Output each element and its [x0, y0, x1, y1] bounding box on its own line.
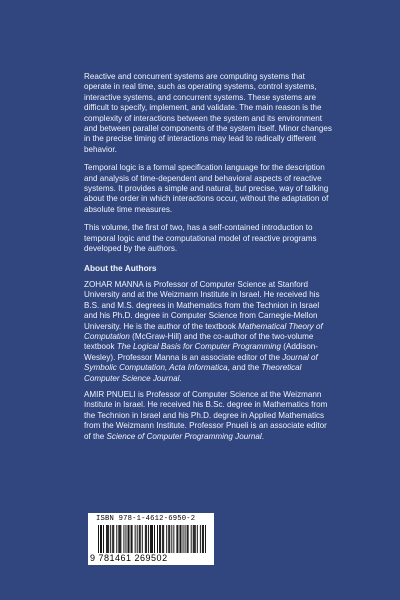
barcode-stripe — [200, 525, 201, 553]
barcode-stripe — [177, 525, 178, 553]
barcode-stripe — [173, 525, 174, 553]
manna-bio-text-3: (Addison-Wesley). Professor Manna is an associate editor of the — [84, 342, 318, 362]
barcode-stripe — [205, 525, 206, 553]
manna-bio-text-1: ZOHAR MANNA is Professor of Computer Science at Stanford University and at the Weizmann Institute in Israel. He received his B.S. and M.S. degrees in Mathematics from the Technion in Israel and his Ph.D. degree in Computer Science from Carnegie-Mellon University. He is the author of the textbook — [84, 279, 320, 331]
barcode-stripe — [126, 525, 127, 553]
blurb-paragraph-1: Reactive and concurrent systems are computing systems that operate in real time, such as operating systems, control systems, interactive systems, and concurrent systems. These systems are difficult to specify, implement, and validate. The main reason is the complexity of interactions between the system and its environment and between parallel components of the system itself. Minor changes in the precise timing of interactions may lead to radically different behavior. — [84, 72, 332, 154]
barcode-stripe — [151, 525, 152, 553]
barcode-stripe — [131, 525, 132, 553]
barcode-stripe — [139, 525, 140, 553]
barcode-stripe — [128, 525, 129, 553]
barcode-stripe — [140, 525, 141, 553]
manna-journal-2: Theoretical Computer Science Journal — [84, 363, 302, 383]
manna-bio-text-5: . — [179, 373, 182, 383]
barcode-stripe — [203, 525, 204, 553]
barcode-stripe — [120, 525, 121, 553]
barcode-stripe — [98, 525, 99, 553]
barcode-stripe — [159, 525, 160, 553]
barcode-stripe — [145, 525, 146, 553]
barcode-stripe — [132, 525, 133, 553]
barcode-stripe — [123, 525, 124, 553]
barcode-stripe — [107, 525, 108, 553]
barcode-stripe — [135, 525, 136, 553]
isbn-text: ISBN 978-1-4612-6950-2 — [96, 515, 196, 523]
barcode-stripe — [171, 525, 172, 553]
manna-bio-text-4: , and the — [227, 363, 262, 373]
barcode-stripe — [180, 525, 181, 553]
barcode-stripe — [148, 525, 149, 553]
about-authors-heading: About the Authors — [84, 262, 157, 273]
isbn-barcode — [88, 513, 214, 565]
barcode-stripe — [160, 525, 161, 553]
barcode-stripe — [142, 525, 143, 553]
barcode-stripe — [112, 525, 113, 553]
barcode-stripe — [110, 525, 111, 553]
manna-journal-1: Journal of Symbolic Computation, Acta Informatica — [84, 352, 318, 373]
blurb-paragraph-3: This volume, the first of two, has a self-contained introduction to temporal logic and the computational model of reactive programs developed by the authors. — [84, 223, 317, 254]
barcode-stripe — [137, 525, 138, 553]
barcode-stripe — [101, 525, 102, 553]
barcode-stripe — [116, 525, 117, 553]
pnueli-bio — [84, 390, 332, 442]
barcode-number: 9 781461 269502 — [90, 553, 168, 563]
manna-bio — [84, 280, 332, 384]
pnueli-bio-text-1: AMIR PNUELI is Professor of Computer Science at the Weizmann Institute in Israel. He received his B.Sc. degree in Mathematics from the Technion in Israel and his Ph.D. degree in Applied Mathematics from the Weizmann Institute. Professor Pnueli is an associate editor of the — [84, 389, 328, 441]
barcode-stripe — [202, 525, 203, 553]
blurb-paragraph-2: Temporal logic is a formal specification language for the description and analysis of time-dependent and behavioral aspects of reactive systems. It provides a simple and natural, but precise, way of talking about the order in which interactions occur, without the adaptation of absolute time measures. — [84, 163, 329, 214]
barcode-stripe — [146, 525, 147, 553]
barcode-stripe — [169, 525, 170, 553]
barcode-stripe — [103, 525, 104, 553]
barcode-stripe — [183, 525, 184, 553]
barcode-stripe — [194, 525, 195, 553]
barcode-stripe — [113, 525, 114, 553]
barcode-bars — [98, 525, 206, 553]
barcode-stripe — [150, 525, 151, 553]
pnueli-journal: Science of Computer Programming Journal — [106, 431, 262, 441]
barcode-stripe — [191, 525, 192, 553]
barcode-stripe — [119, 525, 120, 553]
barcode-stripe — [187, 525, 188, 553]
manna-book-1: Mathematical Theory of Computation — [84, 321, 323, 341]
back-cover-text — [84, 72, 332, 448]
barcode-stripe — [106, 525, 107, 553]
barcode-stripe — [168, 525, 169, 553]
barcode-stripe — [166, 525, 167, 553]
barcode-stripe — [108, 525, 109, 553]
manna-bio-text-2: (McGraw-Hill) and the co-author of the two-volume textbook — [84, 331, 314, 352]
barcode-stripe — [163, 525, 164, 553]
barcode-stripe — [176, 525, 177, 553]
barcode-stripe — [118, 525, 119, 553]
barcode-stripe — [181, 525, 182, 553]
barcode-stripe — [193, 525, 194, 553]
manna-book-2: The Logical Basis for Computer Programming — [116, 342, 282, 352]
barcode-stripe — [197, 525, 198, 553]
barcode-stripe — [188, 525, 189, 553]
barcode-stripe — [152, 525, 153, 553]
barcode-stripe — [162, 525, 163, 553]
pnueli-bio-text-2: . — [261, 431, 264, 441]
barcode-stripe — [195, 525, 196, 553]
barcode-stripe — [157, 525, 158, 553]
barcode-stripe — [100, 525, 101, 553]
barcode-stripe — [185, 525, 186, 553]
barcode-stripe — [154, 525, 155, 553]
barcode-stripe — [129, 525, 130, 553]
